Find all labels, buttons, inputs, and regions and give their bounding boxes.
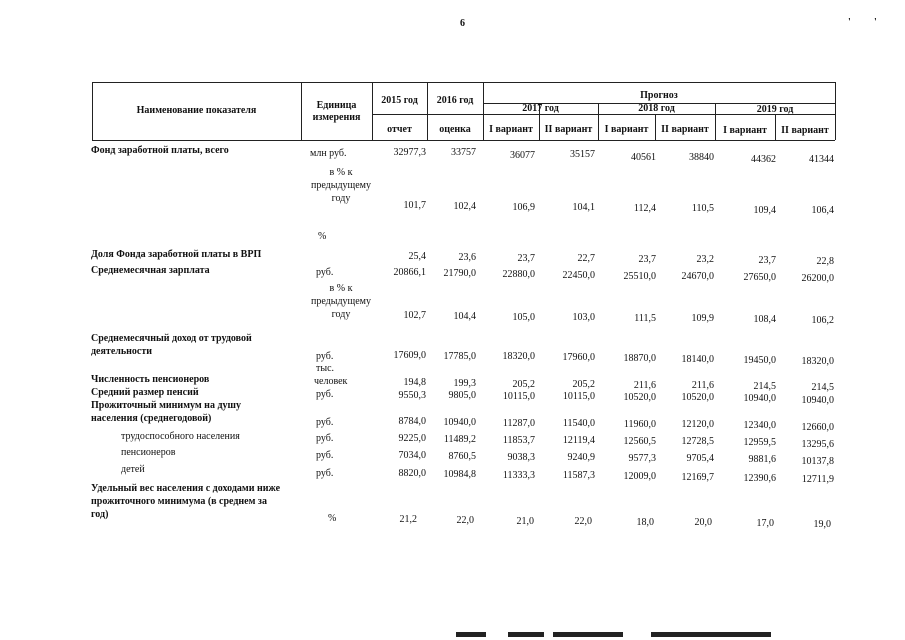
header-unit-line: измерения	[312, 112, 361, 123]
header-year-2019: 2019 год	[756, 104, 794, 115]
header-year-2017: 2017 год	[522, 103, 559, 114]
cell-value: 11587,3	[562, 470, 595, 481]
header-variant-1: I вариант	[489, 124, 533, 135]
cell-value: 9805,0	[448, 390, 476, 401]
row-label: Среднемесячная зарплата	[91, 265, 210, 276]
cell-value: 26200,0	[801, 273, 834, 284]
cell-value: 12711,9	[801, 474, 834, 485]
cell-value: 111,5	[634, 313, 656, 324]
cell-value: 8784,0	[398, 416, 426, 427]
cell-value: 10940,0	[443, 417, 476, 428]
cell-value: 9881,6	[748, 454, 776, 465]
header-year-2018: 2018 год	[638, 103, 675, 114]
cell-value: 12959,5	[743, 437, 776, 448]
row-unit: руб.	[316, 351, 334, 362]
header-year-2015: 2015 год	[381, 95, 418, 106]
row-unit: в % к	[329, 167, 353, 178]
page-number: 6	[460, 18, 465, 29]
cell-value: 10115,0	[502, 391, 535, 402]
cell-value: 17609,0	[393, 350, 426, 361]
header-report: отчет	[387, 124, 412, 135]
cell-value: 109,4	[753, 205, 776, 216]
cell-value: 12390,6	[743, 473, 776, 484]
cell-value: 104,4	[453, 311, 476, 322]
header-unit-line: Единица	[316, 100, 357, 111]
cell-value: 10520,0	[623, 392, 656, 403]
cell-value: 20,0	[694, 517, 712, 528]
cell-value: 9577,3	[628, 453, 656, 464]
cell-value: 21790,0	[443, 268, 476, 279]
cell-value: 211,6	[633, 380, 656, 391]
cell-value: 10940,0	[743, 393, 776, 404]
header-variant-2: II вариант	[661, 124, 709, 135]
cell-value: 106,4	[811, 205, 834, 216]
cell-value: 22,7	[577, 253, 595, 264]
row-label: прожиточного минимума (в среднем за	[91, 496, 267, 507]
cell-value: 10940,0	[801, 395, 834, 406]
cell-value: 106,2	[811, 315, 834, 326]
row-unit: руб.	[316, 417, 334, 428]
header-variant-1: I вариант	[604, 124, 649, 135]
cell-value: 109,9	[691, 313, 714, 324]
cell-value: 9240,9	[567, 452, 595, 463]
cell-value: 41344	[809, 154, 834, 165]
row-label: Доля Фонда заработной платы в ВРП	[91, 249, 262, 260]
row-unit: %	[328, 513, 337, 524]
cell-value: 11540,0	[562, 418, 595, 429]
row-label: Среднемесячный доход от трудовой	[91, 333, 252, 344]
cell-value: 22,8	[816, 256, 834, 267]
cell-value: 23,2	[696, 254, 714, 265]
row-unit: году	[331, 309, 351, 320]
cell-value: 10520,0	[681, 392, 714, 403]
row-label: деятельности	[91, 346, 153, 357]
cell-value: 12660,0	[801, 422, 834, 433]
cell-value: 23,7	[638, 254, 656, 265]
header-year-2016: 2016 год	[436, 95, 474, 106]
cell-value: 11960,0	[623, 419, 656, 430]
header-variant-1: I вариант	[723, 125, 767, 136]
cell-value: 9038,3	[507, 452, 535, 463]
cell-value: 18870,0	[623, 353, 656, 364]
corner-mark: '	[874, 17, 877, 28]
cell-value: 12119,4	[562, 435, 595, 446]
cell-value: 205,2	[572, 379, 595, 390]
row-unit: руб.	[316, 389, 334, 400]
cell-value: 17960,0	[562, 352, 595, 363]
header-estimate: оценка	[439, 124, 471, 135]
cell-value: 25,4	[408, 251, 426, 262]
row-unit: году	[331, 193, 351, 204]
row-unit: руб.	[316, 450, 334, 461]
cell-value: 104,1	[572, 202, 595, 213]
cell-value: 18,0	[636, 517, 654, 528]
cell-value: 23,7	[758, 255, 776, 266]
cell-value: 110,5	[691, 203, 714, 214]
row-unit: млн руб.	[310, 148, 347, 159]
row-unit: %	[318, 231, 327, 242]
cell-value: 101,7	[403, 200, 426, 211]
row-label: Средний размер пенсий	[91, 387, 199, 398]
row-label: Численность пенсионеров	[91, 374, 210, 385]
cell-value: 17785,0	[443, 351, 476, 362]
cell-value: 214,5	[811, 382, 834, 393]
cell-value: 22,0	[456, 515, 474, 526]
cell-value: 105,0	[512, 312, 535, 323]
cell-value: 38840	[689, 152, 714, 163]
cell-value: 12560,5	[623, 436, 656, 447]
row-label: Фонд заработной платы, всего	[91, 145, 229, 156]
cell-value: 199,3	[453, 378, 476, 389]
cell-value: 12169,7	[681, 472, 714, 483]
cell-value: 108,4	[753, 314, 776, 325]
cell-value: 9705,4	[686, 453, 714, 464]
cell-value: 8760,5	[448, 451, 476, 462]
cell-value: 10137,8	[801, 456, 834, 467]
row-label: трудоспособного населения	[121, 431, 240, 442]
cell-value: 19,0	[813, 519, 831, 530]
cell-value: 21,0	[516, 516, 534, 527]
cell-value: 23,7	[517, 253, 535, 264]
cell-value: 102,7	[403, 310, 426, 321]
cell-value: 22880,0	[502, 269, 535, 280]
cell-value: 10984,8	[443, 469, 476, 480]
cell-value: 19450,0	[743, 355, 776, 366]
cell-value: 33757	[451, 147, 476, 158]
row-unit: руб.	[316, 267, 334, 278]
cell-value: 12340,0	[743, 420, 776, 431]
header-variant-2: II вариант	[544, 124, 593, 135]
row-label: населения (среднегодовой)	[91, 413, 212, 424]
row-unit: человек	[314, 376, 348, 387]
row-label: год)	[91, 509, 109, 520]
cell-value: 18320,0	[502, 351, 535, 362]
cell-value: 18140,0	[681, 354, 714, 365]
cell-value: 11333,3	[502, 470, 535, 481]
cell-value: 7034,0	[398, 450, 426, 461]
row-unit: предыдущему	[310, 296, 372, 307]
cell-value: 12120,0	[681, 419, 714, 430]
cell-value: 18320,0	[801, 356, 834, 367]
header-variant-2: II вариант	[781, 125, 829, 136]
cell-value: 23,6	[458, 252, 476, 263]
cell-value: 35157	[570, 149, 595, 160]
cell-value: 8820,0	[398, 468, 426, 479]
cell-value: 21,2	[399, 514, 417, 525]
row-unit: предыдущему	[310, 180, 372, 191]
cell-value: 9225,0	[398, 433, 426, 444]
cell-value: 205,2	[512, 379, 535, 390]
cell-value: 17,0	[756, 518, 774, 529]
cell-value: 106,9	[512, 202, 535, 213]
cell-value: 25510,0	[623, 271, 656, 282]
cell-value: 9550,3	[398, 390, 426, 401]
cell-value: 13295,6	[801, 439, 834, 450]
cell-value: 24670,0	[681, 271, 714, 282]
cell-value: 10115,0	[562, 391, 595, 402]
cell-value: 103,0	[572, 312, 595, 323]
cell-value: 112,4	[633, 203, 656, 214]
corner-mark: '	[848, 17, 851, 28]
row-label: Прожиточный минимум на душу	[91, 400, 241, 411]
cell-value: 32977,3	[393, 147, 426, 158]
cell-value: 22450,0	[562, 270, 595, 281]
cell-value: 11489,2	[443, 434, 476, 445]
cell-value: 12009,0	[623, 471, 656, 482]
cell-value: 22,0	[574, 516, 592, 527]
cell-value: 27650,0	[743, 272, 776, 283]
row-unit: руб.	[316, 433, 334, 444]
row-unit: в % к	[329, 283, 353, 294]
row-label: пенсионеров	[121, 447, 176, 458]
cell-value: 11287,0	[502, 418, 535, 429]
cell-value: 40561	[631, 152, 656, 163]
header-indicator: Наименование показателя	[136, 105, 257, 116]
cell-value: 214,5	[753, 381, 776, 392]
cell-value: 44362	[751, 154, 776, 165]
cell-value: 102,4	[453, 201, 476, 212]
cell-value: 12728,5	[681, 436, 714, 447]
cell-value: 36077	[510, 150, 535, 161]
cell-value: 11853,7	[502, 435, 535, 446]
row-unit: руб.	[316, 468, 334, 479]
cell-value: 20866,1	[393, 267, 426, 278]
header-forecast: Прогноз	[640, 90, 678, 101]
cell-value: 194,8	[403, 377, 426, 388]
row-unit: тыс.	[316, 363, 335, 374]
row-label: детей	[121, 464, 145, 475]
cell-value: 211,6	[691, 380, 714, 391]
row-label: Удельный вес населения с доходами ниже	[91, 483, 281, 494]
